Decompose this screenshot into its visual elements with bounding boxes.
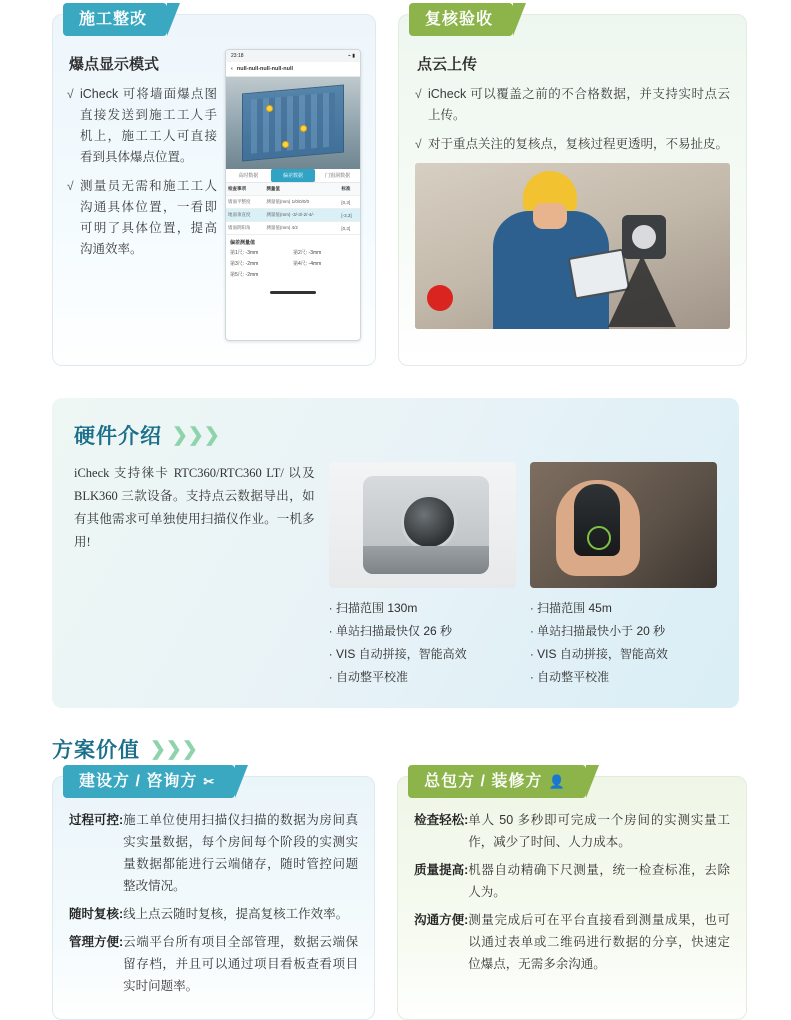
- cell-standard: [0,3]: [339, 222, 360, 235]
- deviation-section-title: 偏差测量值: [230, 240, 256, 246]
- bullet-text: iCheck 可将墙面爆点图直接发送到施工工人手机上，施工工人可直接看到具体爆点位置。: [80, 87, 217, 164]
- check-icon: √: [67, 87, 74, 101]
- card-left-title: 爆点显示模式: [69, 56, 160, 73]
- deviation-values-grid: [226, 248, 360, 287]
- card-builder-consultant: [52, 773, 375, 1020]
- value-row-item: [414, 859, 730, 903]
- site-photo: [415, 163, 730, 329]
- check-icon: √: [415, 87, 422, 101]
- spec-item: · 自动整平校准: [529, 670, 610, 684]
- hardware-description: iCheck 支持徕卡 RTC360/RTC360 LT/ 以及 BLK360 三款设备。支持点云数据导出，如有其他需求可单独使用扫描仪作业。一机多用!: [74, 466, 315, 549]
- tab-opening-data[interactable]: 门窗洞数据: [325, 173, 351, 179]
- room-model: [242, 85, 344, 162]
- measurement-table: [226, 183, 360, 235]
- tab-deviation-data[interactable]: 偏差数据: [271, 169, 316, 182]
- spec-item: · 单站扫描最快小于 20 秒: [529, 624, 666, 638]
- card-contractor-decorator: [397, 773, 747, 1020]
- value-left-tab-label: 建设方 / 咨询方: [79, 773, 198, 790]
- value-row-item: [69, 931, 358, 997]
- device-card-rtc360: [329, 462, 516, 690]
- status-icons: ⌁ ▮: [347, 53, 355, 59]
- deviation-value: 第5尺: -2mm: [230, 272, 259, 278]
- blk360-image: [530, 462, 717, 588]
- card-left-tab: 施工整改: [63, 3, 167, 36]
- spec-item: · VIS 自动拼接，智能高效: [529, 647, 668, 661]
- value-title: 方案价值: [52, 739, 140, 762]
- top-cards-row: [0, 0, 791, 366]
- blk360-device-shape: [574, 484, 620, 556]
- device-card-blk360: [530, 462, 717, 690]
- cell-check-item: 墙面阴阳角: [226, 222, 264, 235]
- person-icon: 👤: [548, 774, 566, 789]
- hardware-section: [52, 398, 739, 708]
- phone-mockup: [225, 49, 361, 341]
- scanner-body-shape: [363, 476, 489, 574]
- point-cloud-viewport[interactable]: [226, 77, 360, 169]
- bullet-text: iCheck 可以覆盖之前的不合格数据，并支持实时点云上传。: [428, 87, 730, 122]
- spec-item: · 扫描范围 130m: [328, 601, 418, 615]
- cell-standard: [-3,3]: [339, 209, 360, 222]
- table-header-row: [226, 183, 360, 196]
- deviation-value: 第1尺: -3mm: [230, 250, 259, 256]
- photo-scanner: [622, 215, 666, 259]
- cell-measured-value: 测量值(mm) 4/2: [264, 222, 339, 235]
- hardware-header: [74, 420, 717, 450]
- card-right-title: 点云上传: [417, 56, 478, 73]
- cell-check-item: 地面垂直度: [226, 209, 264, 222]
- spec-item: · 单站扫描最快仅 26 秒: [328, 624, 453, 638]
- table-row[interactable]: [226, 222, 360, 235]
- deviation-value: 第3尺: -2mm: [230, 261, 259, 267]
- phone-nav-bar[interactable]: [226, 62, 360, 77]
- value-row-item: [69, 809, 358, 897]
- value-row-text: 施工单位使用扫描仪扫描的数据为房间真实实量数据，每个房间每个阶段的实测实量数据都能进行云端储存，随时管控问题整改情况。: [123, 813, 359, 893]
- phone-status-bar: [226, 50, 360, 62]
- col-check-item: 检查事项: [226, 183, 264, 196]
- blk360-specs: [530, 598, 717, 688]
- col-measured-value: 测量值: [264, 183, 339, 196]
- tools-icon: ✂: [203, 774, 216, 789]
- hardware-title: 硬件介绍: [74, 425, 162, 448]
- back-icon[interactable]: ‹: [231, 66, 233, 72]
- value-row-item: [414, 809, 730, 853]
- value-right-tab: [408, 765, 586, 798]
- table-row[interactable]: [226, 209, 360, 222]
- tab-height-data[interactable]: 高时数据: [238, 173, 259, 179]
- value-row-label: 随时复核:: [69, 907, 124, 921]
- value-row-label: 沟通方便:: [414, 913, 469, 927]
- value-cards-row: [0, 764, 791, 1020]
- bullet-item: [415, 134, 730, 155]
- chevron-right-icon: ❯❯❯: [172, 424, 220, 446]
- check-icon: √: [67, 179, 74, 193]
- rtc360-image: [329, 462, 516, 588]
- cell-standard: [0,3]: [339, 196, 360, 209]
- value-row-text: 云端平台所有项目全部管理，数据云端保留存档，并且可以通过项目看板查看项目实时问题率。: [123, 935, 359, 993]
- value-row-text: 测量完成后可在平台直接看到测量成果，也可以通过表单或二维码进行数据的分享，快速定位爆点，无需多余沟通。: [468, 913, 730, 971]
- hotspot-dot[interactable]: [300, 125, 307, 132]
- card-right-tab: 复核验收: [409, 3, 513, 36]
- check-icon: √: [415, 137, 422, 151]
- value-header: [52, 734, 791, 764]
- status-time: 23:18: [231, 53, 244, 59]
- value-row-item: [414, 909, 730, 975]
- cell-measured-value: 测量值(mm) 1/0/0/0/0: [264, 196, 339, 209]
- deviation-value: 第4尺: -4mm: [293, 261, 322, 267]
- hotspot-dot[interactable]: [282, 141, 289, 148]
- deviation-value: 第2尺: -3mm: [293, 250, 322, 256]
- value-row-label: 检查轻松:: [414, 813, 469, 827]
- value-row-text: 机器自动精确下尺测量，统一检查标准，去除人为。: [468, 863, 730, 899]
- table-row[interactable]: [226, 196, 360, 209]
- value-row-item: [69, 903, 358, 925]
- phone-tab-bar[interactable]: [226, 169, 360, 183]
- rtc360-specs: [329, 598, 516, 688]
- spec-item: · 扫描范围 45m: [529, 601, 612, 615]
- spec-item: · VIS 自动拼接，智能高效: [328, 647, 467, 661]
- value-row-label: 过程可控:: [69, 813, 124, 827]
- value-left-tab: [63, 765, 235, 798]
- value-row-label: 质量提高:: [414, 863, 469, 877]
- value-row-text: 单人 50 多秒即可完成一个房间的实测实量工作，减少了时间、人力成本。: [468, 813, 730, 849]
- hotspot-dot[interactable]: [266, 105, 273, 112]
- chevron-right-icon: ❯❯❯: [150, 738, 198, 760]
- spec-item: · 自动整平校准: [328, 670, 408, 684]
- photo-tripod: [608, 255, 676, 327]
- cell-measured-value: 测量值(mm) -3/-3/-2/-4/-: [264, 209, 339, 222]
- bullet-text: 测量员无需和施工工人沟通具体位置，一看即可明了具体位置，提高沟通效率。: [80, 179, 217, 256]
- home-indicator: [270, 291, 316, 294]
- cell-check-item: 墙面平整度: [226, 196, 264, 209]
- value-row-text: 线上点云随时复核，提高复核工作效率。: [123, 907, 349, 921]
- phone-nav-title: null-null-null-null-null: [236, 66, 294, 72]
- bullet-item: [415, 84, 730, 126]
- value-row-label: 管理方便:: [69, 935, 124, 949]
- bullet-item: [67, 176, 217, 260]
- card-construction-rectify: [52, 11, 376, 366]
- leica-logo: [427, 285, 453, 311]
- card-review-acceptance: [398, 11, 747, 366]
- bullet-text: 对于重点关注的复核点，复核过程更透明，不易扯皮。: [428, 137, 729, 151]
- bullet-item: [67, 84, 217, 168]
- value-right-tab-label: 总包方 / 装修方: [424, 773, 543, 790]
- col-standard: 标准: [339, 183, 360, 196]
